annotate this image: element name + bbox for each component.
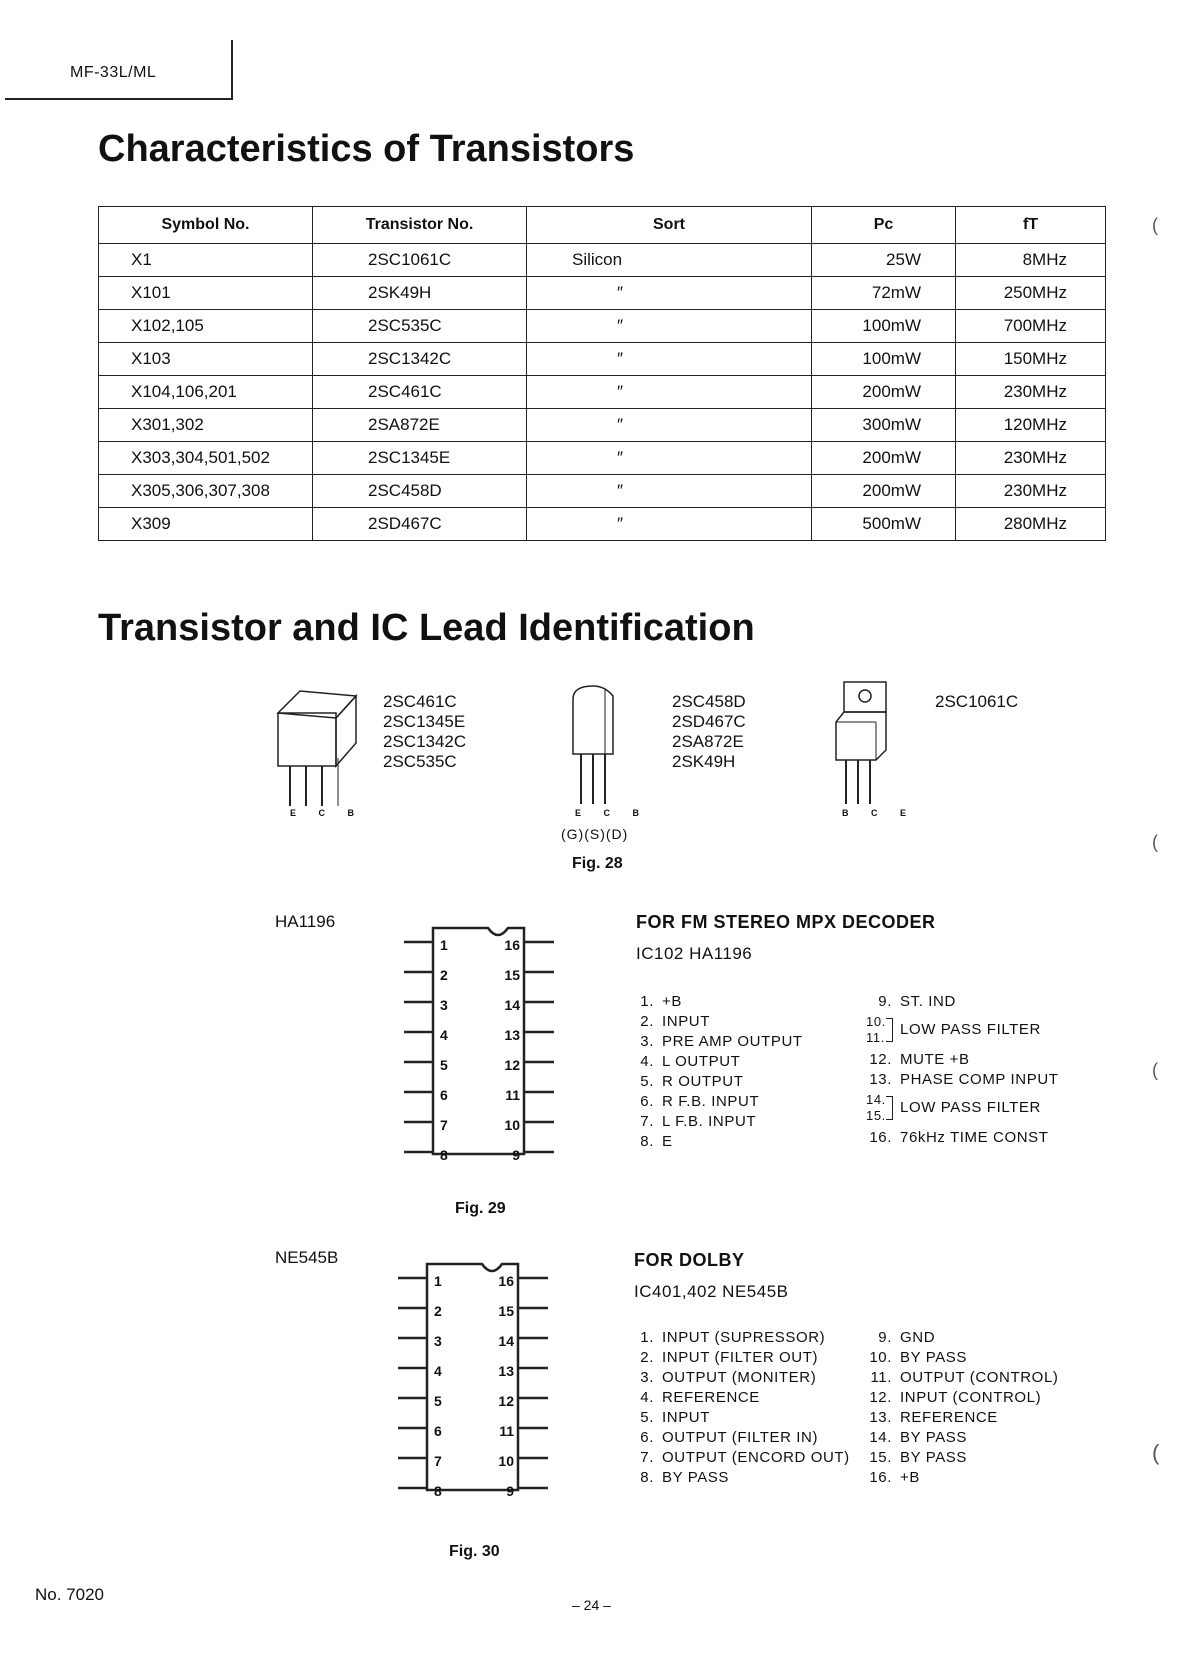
- pin-number: 4: [434, 1363, 442, 1379]
- cell-ft: 250MHz: [956, 277, 1106, 310]
- pin-row: [866, 1368, 1059, 1388]
- table-row: [99, 442, 1106, 475]
- pin-number: 10: [498, 1453, 514, 1469]
- pin-num: 9.: [878, 993, 892, 1010]
- pin-number: 16: [504, 937, 520, 953]
- cell-transistor: 2SC458D: [313, 475, 527, 508]
- package-3-parts: [935, 692, 1018, 712]
- pin-row: [628, 1012, 803, 1032]
- col-ft: fT: [956, 207, 1106, 244]
- lead-identification-title: Transistor and IC Lead Identification: [98, 607, 755, 649]
- pin-row: [866, 992, 1059, 1012]
- cell-ft: 700MHz: [956, 310, 1106, 343]
- pin-number: 9: [506, 1483, 514, 1499]
- pin-number: 6: [440, 1087, 448, 1103]
- pin-label: MUTE +B: [900, 1051, 970, 1068]
- col-sort: Sort: [527, 207, 812, 244]
- pin-num: 10.: [866, 1014, 886, 1029]
- pin-number: 6: [434, 1423, 442, 1439]
- cell-symbol: X102,105: [99, 310, 313, 343]
- ic2-right-pin-numbers: [494, 1266, 514, 1506]
- pin-label: PRE AMP OUTPUT: [662, 1033, 803, 1050]
- cell-ft: 230MHz: [956, 475, 1106, 508]
- ic2-dip16-icon: [394, 1256, 554, 1498]
- cell-pc: 300mW: [812, 409, 956, 442]
- cell-sort: ″: [527, 310, 812, 343]
- pin-num: 8.: [640, 1469, 654, 1486]
- cell-sort: ″: [527, 442, 812, 475]
- pin-row: [866, 1428, 1059, 1448]
- pin-number: 3: [440, 997, 448, 1013]
- pin-label: INPUT (CONTROL): [900, 1389, 1042, 1406]
- package-2-pins: E C B: [575, 808, 650, 818]
- cell-pc: 100mW: [812, 310, 956, 343]
- cell-pc: 200mW: [812, 376, 956, 409]
- table-row: [99, 508, 1106, 541]
- pin-label: REFERENCE: [900, 1409, 998, 1426]
- pin-number: 16: [498, 1273, 514, 1289]
- cell-symbol: X301,302: [99, 409, 313, 442]
- ic2-name: NE545B: [275, 1248, 339, 1267]
- part-label: 2SC1342C: [383, 732, 467, 751]
- cell-pc: 200mW: [812, 442, 956, 475]
- ic2-pin-list-left: [628, 1328, 850, 1488]
- pin-number: 11: [505, 1087, 520, 1103]
- cell-ft: 230MHz: [956, 442, 1106, 475]
- pin-label: GND: [900, 1329, 936, 1346]
- package-2-alt-pins: (G)(S)(D): [561, 826, 629, 842]
- bracket-icon: [886, 1018, 893, 1042]
- pin-label: INPUT (FILTER OUT): [662, 1349, 819, 1366]
- pin-number: 4: [440, 1027, 448, 1043]
- ic1-pin-list-left: [628, 992, 803, 1152]
- pin-row: [866, 1070, 1059, 1090]
- pin-number: 8: [434, 1483, 442, 1499]
- pin-num: 13.: [869, 1409, 892, 1426]
- ic2-title: FOR DOLBY: [634, 1250, 745, 1270]
- pin-num: 4.: [640, 1053, 654, 1070]
- ic1-left-pin-numbers: [440, 930, 448, 1170]
- transistor-package-3-icon: [830, 680, 900, 812]
- pin-row: [628, 1132, 803, 1152]
- pin-number: 12: [498, 1393, 514, 1409]
- part-label: 2SC458D: [672, 692, 746, 711]
- pin-row: [628, 1388, 850, 1408]
- pin-label: R F.B. INPUT: [662, 1093, 760, 1110]
- pin-row: [628, 1468, 850, 1488]
- cell-ft: 230MHz: [956, 376, 1106, 409]
- cell-transistor: 2SA872E: [313, 409, 527, 442]
- binding-mark: (: [1152, 832, 1158, 852]
- pin-number: 2: [440, 967, 448, 983]
- pin-label: INPUT (SUPRESSOR): [662, 1329, 826, 1346]
- pin-num: 12.: [869, 1051, 892, 1068]
- pin-row: [866, 1328, 1059, 1348]
- pin-number: 15: [504, 967, 520, 983]
- pin-num: 9.: [878, 1329, 892, 1346]
- package-3-pins: B C E: [842, 808, 917, 818]
- pin-number: 1: [434, 1273, 442, 1289]
- ic2-pin-list-right: [866, 1328, 1059, 1488]
- pin-row: [866, 1388, 1059, 1408]
- pin-num: 16.: [869, 1129, 892, 1146]
- pin-num: 8.: [640, 1133, 654, 1150]
- cell-transistor: 2SC1342C: [313, 343, 527, 376]
- pin-number: 11: [499, 1423, 514, 1439]
- pin-num: 10.: [869, 1349, 892, 1366]
- cell-transistor: 2SC461C: [313, 376, 527, 409]
- pin-num: 1.: [640, 993, 654, 1010]
- cell-transistor: 2SC1345E: [313, 442, 527, 475]
- pin-num: 6.: [640, 1093, 654, 1110]
- pin-num: 14.: [869, 1429, 892, 1446]
- table-row: [99, 376, 1106, 409]
- cell-pc: 25W: [812, 244, 956, 277]
- part-label: 2SD467C: [672, 712, 746, 731]
- pin-row: [866, 1128, 1059, 1148]
- pin-num: 11.: [870, 1369, 892, 1386]
- pin-number: 3: [434, 1333, 442, 1349]
- table-row: [99, 277, 1106, 310]
- pin-num: 4.: [640, 1389, 654, 1406]
- cell-pc: 500mW: [812, 508, 956, 541]
- cell-sort: ″: [527, 409, 812, 442]
- cell-sort: ″: [527, 376, 812, 409]
- pin-row: [628, 1428, 850, 1448]
- cell-sort: ″: [527, 508, 812, 541]
- pin-num: 13.: [869, 1071, 892, 1088]
- cell-transistor: 2SC535C: [313, 310, 527, 343]
- pin-label: E: [662, 1133, 673, 1150]
- pin-num: 3.: [640, 1369, 654, 1386]
- pin-row-pair: [866, 1012, 1059, 1050]
- transistor-package-1-icon: [270, 688, 360, 818]
- pin-row: [866, 1348, 1059, 1368]
- ic1-name: HA1196: [275, 912, 336, 931]
- cell-symbol: X309: [99, 508, 313, 541]
- pin-num: 7.: [640, 1449, 654, 1466]
- package-2-parts: [672, 692, 746, 772]
- pin-label: BY PASS: [900, 1349, 968, 1366]
- cell-sort: ″: [527, 475, 812, 508]
- pin-row-pair: [866, 1090, 1059, 1128]
- pin-num: 5.: [640, 1409, 654, 1426]
- fig-29-caption: Fig. 29: [455, 1200, 506, 1217]
- document-number: No. 7020: [35, 1585, 104, 1604]
- pin-label: OUTPUT (ENCORD OUT): [662, 1449, 850, 1466]
- pin-label: L F.B. INPUT: [662, 1113, 757, 1130]
- part-label: 2SC461C: [383, 692, 457, 711]
- pin-row: [628, 1368, 850, 1388]
- pin-number: 13: [498, 1363, 514, 1379]
- pin-number: 5: [434, 1393, 442, 1409]
- part-label: 2SC1345E: [383, 712, 466, 731]
- characteristics-title: Characteristics of Transistors: [98, 128, 635, 170]
- cell-ft: 120MHz: [956, 409, 1106, 442]
- pin-row: [866, 1050, 1059, 1070]
- ic2-left-pin-numbers: [434, 1266, 442, 1506]
- pin-number: 7: [434, 1453, 442, 1469]
- pin-num: 11.: [866, 1030, 885, 1045]
- pin-label: R OUTPUT: [662, 1073, 744, 1090]
- pin-number: 15: [498, 1303, 514, 1319]
- cell-symbol: X1: [99, 244, 313, 277]
- pin-number: 13: [504, 1027, 520, 1043]
- pin-number: 7: [440, 1117, 448, 1133]
- pin-label: 76kHz TIME CONST: [900, 1129, 1049, 1146]
- pin-label: INPUT: [662, 1409, 710, 1426]
- table-row: [99, 343, 1106, 376]
- part-label: 2SC535C: [383, 752, 457, 771]
- col-transistor: Transistor No.: [313, 207, 527, 244]
- binding-mark: (: [1152, 1440, 1160, 1465]
- col-symbol: Symbol No.: [99, 207, 313, 244]
- cell-symbol: X101: [99, 277, 313, 310]
- pin-label: PHASE COMP INPUT: [900, 1071, 1059, 1088]
- pin-label: LOW PASS FILTER: [900, 1099, 1041, 1116]
- cell-sort: ″: [527, 277, 812, 310]
- pin-num: 2.: [640, 1013, 654, 1030]
- pin-num: 16.: [869, 1469, 892, 1486]
- pin-label: OUTPUT (CONTROL): [900, 1369, 1059, 1386]
- part-label: 2SA872E: [672, 732, 744, 751]
- pin-row: [866, 1448, 1059, 1468]
- table-row: [99, 310, 1106, 343]
- ic1-title: FOR FM STEREO MPX DECODER: [636, 912, 936, 932]
- cell-symbol: X103: [99, 343, 313, 376]
- pin-row: [628, 1328, 850, 1348]
- table-row: [99, 244, 1106, 277]
- pin-row: [628, 992, 803, 1012]
- pin-label: L OUTPUT: [662, 1053, 741, 1070]
- pin-number: 10: [504, 1117, 520, 1133]
- table-header-row: [99, 207, 1106, 244]
- pin-row: [628, 1052, 803, 1072]
- pin-label: INPUT: [662, 1013, 710, 1030]
- pin-label: +B: [900, 1469, 920, 1486]
- bracket-icon: [886, 1096, 893, 1120]
- pin-number: 14: [504, 997, 520, 1013]
- pin-number: 1: [440, 937, 448, 953]
- fig-28-caption: Fig. 28: [572, 855, 623, 872]
- pin-num: 5.: [640, 1073, 654, 1090]
- pin-number: 12: [504, 1057, 520, 1073]
- pin-number: 5: [440, 1057, 448, 1073]
- cell-ft: 280MHz: [956, 508, 1106, 541]
- binding-mark: (: [1152, 1060, 1158, 1080]
- package-1-parts: [383, 692, 466, 772]
- pin-row: [866, 1468, 1059, 1488]
- pin-label: ST. IND: [900, 993, 956, 1010]
- pin-row: [628, 1032, 803, 1052]
- cell-symbol: X303,304,501,502: [99, 442, 313, 475]
- model-label: MF-33L/ML: [70, 64, 157, 81]
- transistor-table: [98, 206, 1106, 541]
- pin-num: 7.: [640, 1113, 654, 1130]
- pin-number: 9: [512, 1147, 520, 1163]
- pin-label: BY PASS: [662, 1469, 730, 1486]
- pin-row: [628, 1112, 803, 1132]
- pin-num: 15.: [866, 1108, 886, 1123]
- pin-label: BY PASS: [900, 1429, 968, 1446]
- pin-row: [628, 1348, 850, 1368]
- fig-30-caption: Fig. 30: [449, 1543, 500, 1560]
- ic1-subtitle: IC102 HA1196: [636, 944, 753, 963]
- pin-num: 14.: [866, 1092, 886, 1107]
- cell-symbol: X305,306,307,308: [99, 475, 313, 508]
- pin-num: 3.: [640, 1033, 654, 1050]
- ic1-right-pin-numbers: [500, 930, 520, 1170]
- pin-label: OUTPUT (MONITER): [662, 1369, 817, 1386]
- cell-symbol: X104,106,201: [99, 376, 313, 409]
- part-label: 2SK49H: [672, 752, 736, 771]
- pin-num: 6.: [640, 1429, 654, 1446]
- page-number: – 24 –: [572, 1597, 611, 1613]
- table-row: [99, 409, 1106, 442]
- pin-label: LOW PASS FILTER: [900, 1021, 1041, 1038]
- pin-num: 12.: [869, 1389, 892, 1406]
- cell-pc: 200mW: [812, 475, 956, 508]
- cell-ft: 8MHz: [956, 244, 1106, 277]
- transistor-package-2-icon: [565, 684, 625, 814]
- pin-row: [628, 1072, 803, 1092]
- pin-label: REFERENCE: [662, 1389, 760, 1406]
- binding-mark: (: [1152, 215, 1158, 235]
- pin-num: 1.: [640, 1329, 654, 1346]
- cell-ft: 150MHz: [956, 343, 1106, 376]
- cell-sort: Silicon: [527, 244, 812, 277]
- cell-pc: 72mW: [812, 277, 956, 310]
- cell-pc: 100mW: [812, 343, 956, 376]
- pin-number: 14: [498, 1333, 514, 1349]
- pin-row: [628, 1448, 850, 1468]
- pin-num: 2.: [640, 1349, 654, 1366]
- pin-number: 8: [440, 1147, 448, 1163]
- pin-num: 15.: [869, 1449, 892, 1466]
- package-1-pins: E C B: [290, 808, 365, 818]
- ic1-pin-list-right: [866, 992, 1059, 1148]
- pin-row: [628, 1092, 803, 1112]
- table-row: [99, 475, 1106, 508]
- cell-sort: ″: [527, 343, 812, 376]
- pin-label: +B: [662, 993, 682, 1010]
- pin-label: BY PASS: [900, 1449, 968, 1466]
- cell-transistor: 2SK49H: [313, 277, 527, 310]
- part-label: 2SC1061C: [935, 692, 1019, 711]
- pin-row: [628, 1408, 850, 1428]
- pin-number: 2: [434, 1303, 442, 1319]
- ic1-dip16-icon: [400, 920, 560, 1162]
- ic2-subtitle: IC401,402 NE545B: [634, 1282, 789, 1301]
- pin-row: [866, 1408, 1059, 1428]
- col-pc: Pc: [812, 207, 956, 244]
- cell-transistor: 2SC1061C: [313, 244, 527, 277]
- cell-transistor: 2SD467C: [313, 508, 527, 541]
- pin-label: OUTPUT (FILTER IN): [662, 1429, 819, 1446]
